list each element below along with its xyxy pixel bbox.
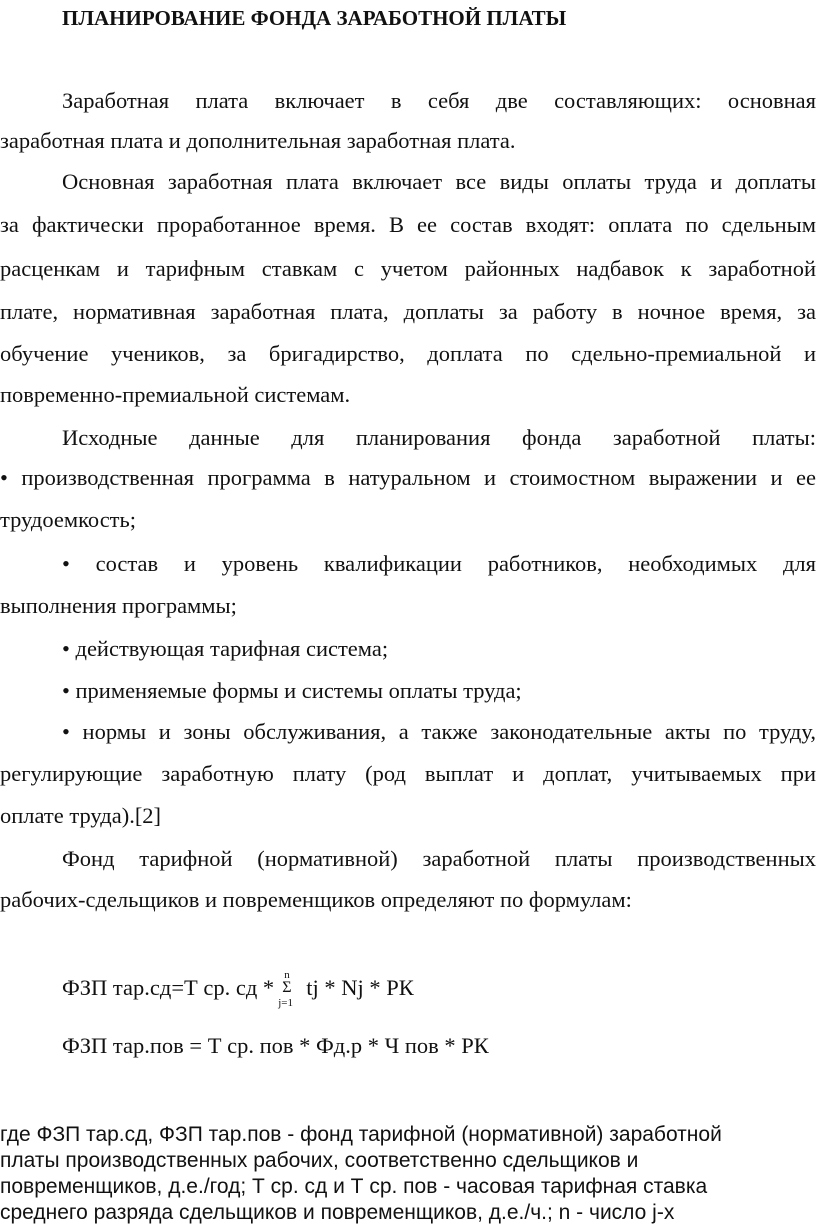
- paragraph-line: Заработная плата включает в себя две составляющих: основная: [62, 88, 816, 113]
- formula-left: ФЗП тар.сд=Т ср. сд *: [62, 975, 275, 1001]
- paragraph-line: обучение учеников, за бригадирство, доплата по сдельно-премиальной и: [0, 341, 816, 366]
- sum-upper-limit: n: [284, 969, 290, 981]
- formula-right: tj * Nj * РК: [306, 975, 414, 1001]
- sum-lower-limit: j=1: [278, 997, 293, 1009]
- paragraph-line: расценкам и тарифным ставкам с учетом районных надбавок к заработной: [0, 256, 816, 281]
- paragraph-line: регулирующие заработную плату (род выплат и доплат, учитываемых при: [0, 761, 816, 786]
- paragraph-line: выполнения программы;: [0, 593, 237, 618]
- list-item: • состав и уровень квалификации работников, необходимых для: [62, 551, 816, 576]
- footnote-line: платы производственных рабочих, соответственно сдельщиков и: [0, 1149, 639, 1172]
- sigma-icon: Σ: [282, 979, 292, 996]
- list-item: • нормы и зоны обслуживания, а также законодательные акты по труду,: [62, 719, 816, 744]
- footnote-line: среднего разряда сдельщиков и повременщиков, д.е./ч.; n - число j-х: [0, 1201, 675, 1224]
- formula-timework: ФЗП тар.пов = Т ср. пов * Фд.р * Ч пов * РК: [62, 1033, 489, 1058]
- paragraph-line: заработная плата и дополнительная заработная плата.: [0, 128, 516, 153]
- paragraph-line: за фактически проработанное время. В ее состав входят: оплата по сдельным: [0, 212, 816, 237]
- formula-piecework: [62, 969, 414, 1009]
- footnote-line: где ФЗП тар.сд, ФЗП тар.пов - фонд тарифной (нормативной) заработной: [0, 1123, 722, 1146]
- paragraph-line: Фонд тарифной (нормативной) заработной платы производственных: [62, 846, 816, 871]
- document-title: ПЛАНИРОВАНИЕ ФОНДА ЗАРАБОТНОЙ ПЛАТЫ: [62, 6, 567, 30]
- paragraph-line: повременно-премиальной системам.: [0, 382, 351, 407]
- sum-symbol: [278, 969, 300, 1009]
- paragraph-line: Основная заработная плата включает все виды оплаты труда и доплаты: [62, 169, 816, 194]
- paragraph-line: оплате труда).[2]: [0, 803, 162, 828]
- list-item: • действующая тарифная система;: [62, 636, 389, 661]
- list-item: • применяемые формы и системы оплаты труда;: [62, 678, 522, 703]
- paragraph-line: плате, нормативная заработная плата, доплаты за работу в ночное время, за: [0, 299, 816, 324]
- footnote-line: повременщиков, д.е./год; Т ср. сд и Т ср. пов - часовая тарифная ставка: [0, 1175, 708, 1198]
- list-item: • производственная программа в натуральном и стоимостном выражении и ее: [0, 465, 816, 490]
- paragraph-line: трудоемкость;: [0, 507, 137, 532]
- paragraph-line: Исходные данные для планирования фонда заработной платы:: [62, 425, 816, 450]
- paragraph-line: рабочих-сдельщиков и повременщиков определяют по формулам:: [0, 887, 632, 912]
